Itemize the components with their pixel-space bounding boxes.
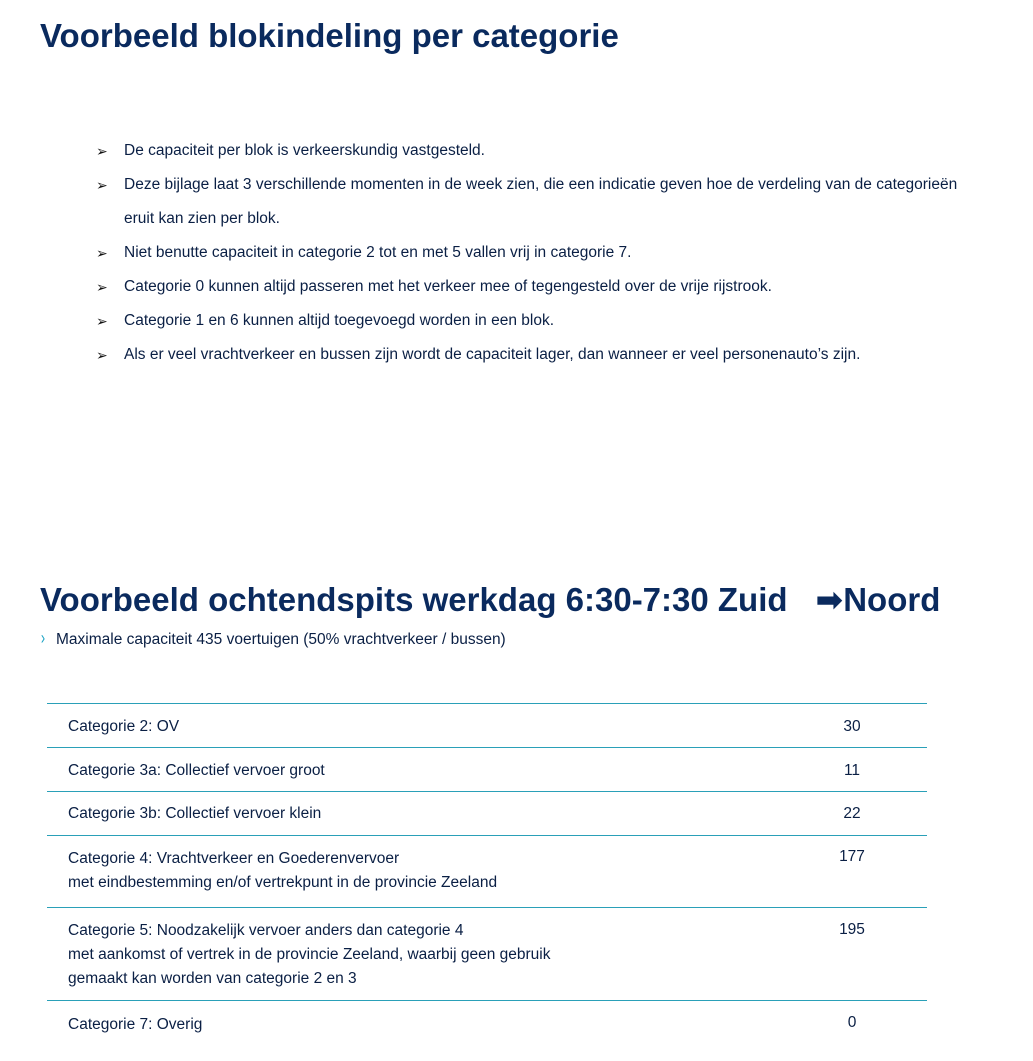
row-label-line: Categorie 4: Vrachtverkeer en Goederenvervoer	[68, 850, 400, 867]
page-title: Voorbeeld blokindeling per categorie	[40, 17, 619, 54]
category-table	[47, 703, 927, 1047]
bullet-item	[96, 338, 976, 372]
row-label-line: gemaakt kan worden van categorie 2 en 3	[68, 970, 357, 987]
table-row	[47, 836, 927, 908]
section-title-direction: Noord	[843, 581, 941, 618]
row-label	[68, 759, 325, 783]
bullet-text: De capaciteit per blok is verkeerskundig vastgesteld.	[124, 142, 485, 159]
row-value: 0	[847, 1014, 857, 1031]
row-label	[68, 847, 497, 895]
bullet-item	[96, 270, 976, 304]
row-label-line: Categorie 7: Overig	[68, 1016, 203, 1033]
table-row	[47, 748, 927, 792]
section-title-text: Voorbeeld ochtendspits werkdag 6:30-7:30 Zuid	[40, 581, 788, 618]
bullet-text: Niet benutte capaciteit in categorie 2 tot en met 5 vallen vrij in categorie 7.	[124, 244, 632, 261]
arrowhead-bullet-icon: ➢	[96, 313, 108, 329]
capacity-note-text: Maximale capaciteit 435 voertuigen (50% vrachtverkeer / bussen)	[56, 631, 506, 648]
row-value: 11	[843, 762, 861, 779]
row-label-line: Categorie 5: Noodzakelijk vervoer anders dan categorie 4	[68, 922, 464, 939]
arrowhead-bullet-icon: ➢	[96, 245, 108, 261]
bullet-item	[96, 134, 976, 168]
bullet-text: Als er veel vrachtverkeer en bussen zijn wordt de capaciteit lager, dan wanneer er veel personenauto’s zijn.	[124, 346, 861, 363]
bullet-text: Deze bijlage laat 3 verschillende momenten in de week zien, die een indicatie geven hoe de verdeling van de categorieën eruit kan zien per blok.	[124, 176, 958, 227]
arrow-right-icon: ➡	[815, 581, 844, 618]
row-label	[68, 802, 321, 826]
arrowhead-bullet-icon: ➢	[96, 347, 108, 363]
bullet-text: Categorie 0 kunnen altijd passeren met het verkeer mee of tegengesteld over de vrije rijstrook.	[124, 278, 772, 295]
bullet-item	[96, 304, 976, 338]
row-value: 22	[843, 805, 861, 822]
bullet-item	[96, 168, 976, 236]
row-value: 195	[839, 921, 865, 938]
row-label-line: met aankomst of vertrek in de provincie Zeeland, waarbij geen gebruik	[68, 946, 551, 963]
table-row	[47, 704, 927, 748]
row-label-line: Categorie 2: OV	[68, 718, 180, 735]
table-row	[47, 908, 927, 1001]
row-label	[68, 919, 550, 991]
row-label	[68, 715, 179, 739]
row-value: 30	[843, 718, 861, 735]
row-label-line: Categorie 3a: Collectief vervoer groot	[68, 762, 325, 779]
arrowhead-bullet-icon: ➢	[96, 279, 108, 295]
row-label-line: met eindbestemming en/of vertrekpunt in de provincie Zeeland	[68, 874, 498, 891]
section-title	[40, 580, 940, 619]
capacity-note	[40, 628, 506, 649]
row-label	[68, 1013, 202, 1037]
bullet-list	[96, 134, 976, 372]
bullet-item	[96, 236, 976, 270]
table-row	[47, 792, 927, 836]
row-label-line: Categorie 3b: Collectief vervoer klein	[68, 805, 322, 822]
row-value: 177	[839, 848, 865, 865]
table-row	[47, 1001, 927, 1047]
chevron-right-icon: ›	[40, 628, 46, 648]
bullet-text: Categorie 1 en 6 kunnen altijd toegevoegd worden in een blok.	[124, 312, 555, 329]
arrowhead-bullet-icon: ➢	[96, 143, 108, 159]
arrowhead-bullet-icon: ➢	[96, 177, 108, 193]
